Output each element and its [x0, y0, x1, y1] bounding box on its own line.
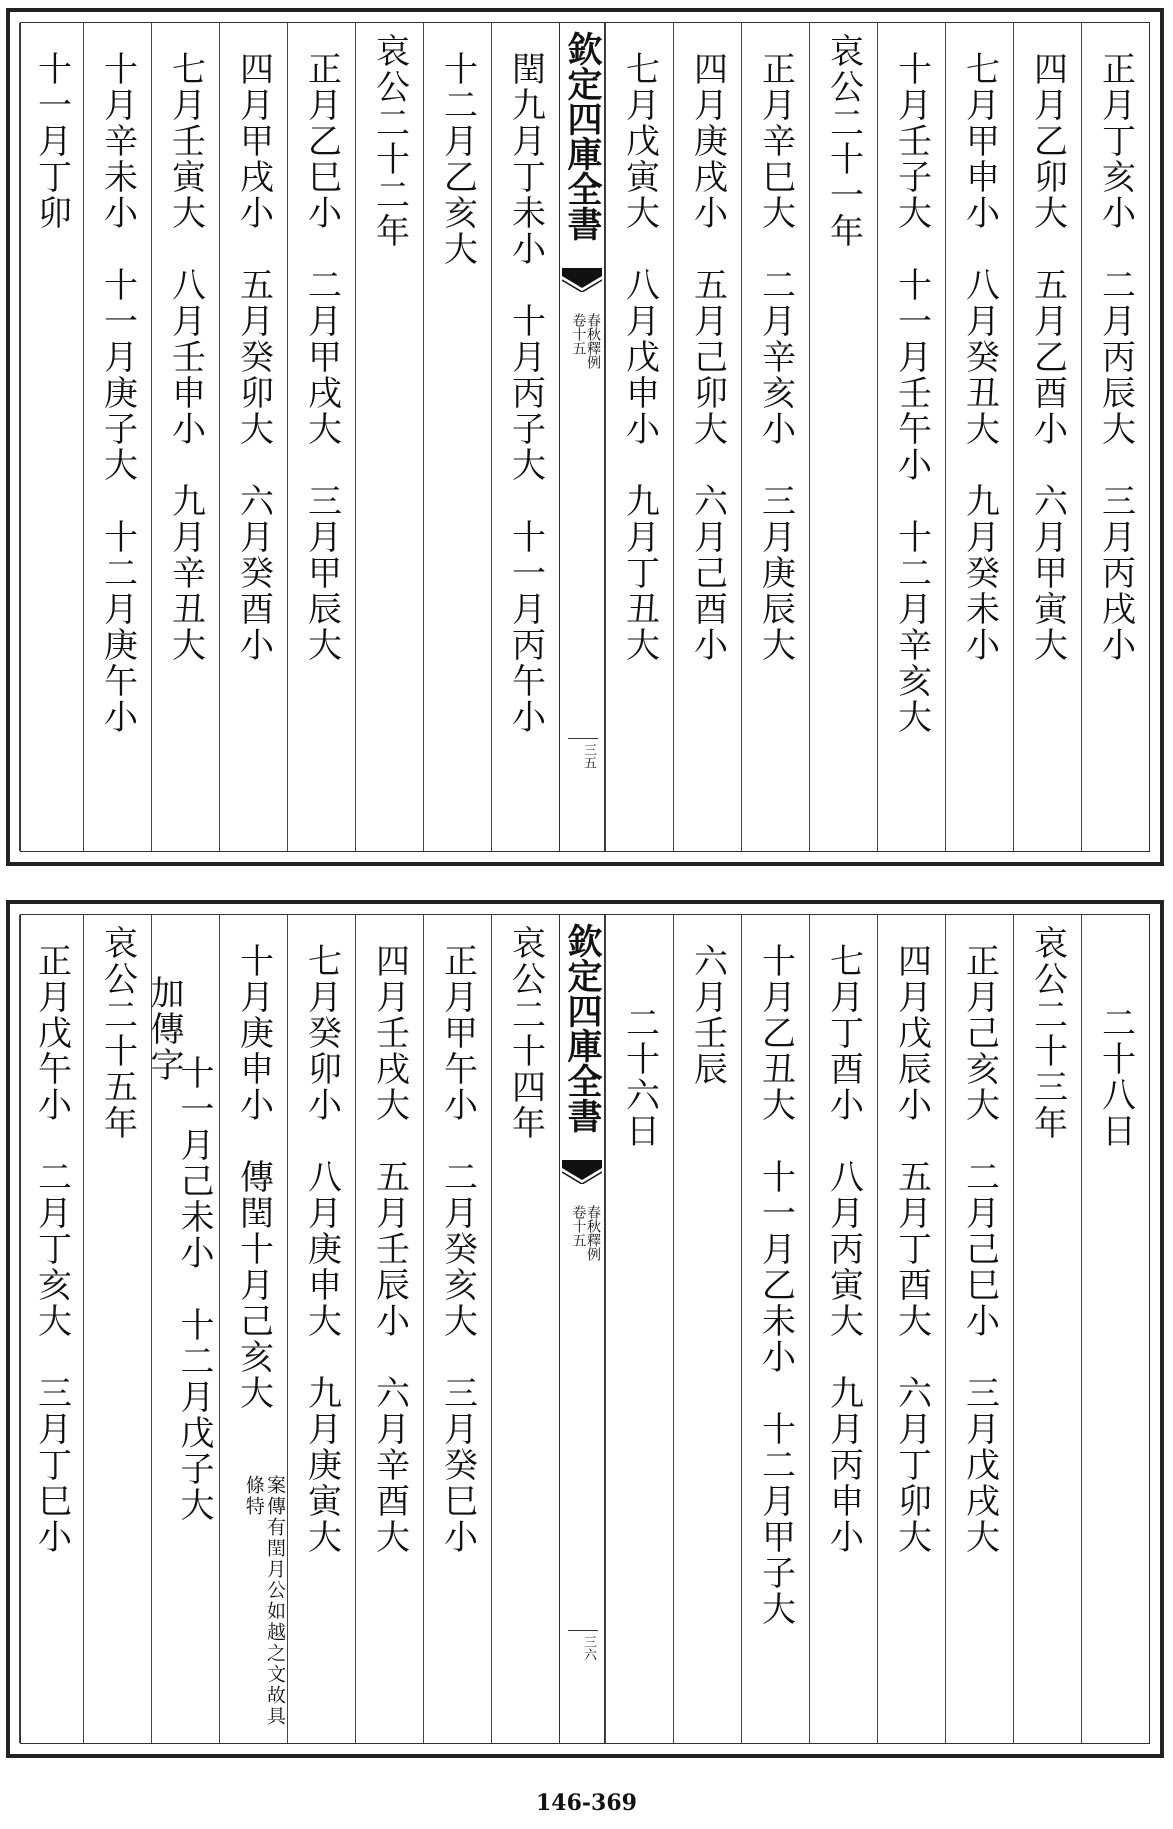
column-text: 正月乙巳小 二月甲戌大 三月甲辰大: [301, 51, 342, 663]
text-column: [19, 23, 83, 851]
column-text: 十月辛未小 十一月庚子大 十二月庚午小: [97, 51, 138, 735]
volume-label: 春秋釋例 卷十五: [570, 313, 601, 369]
column-text: 哀公二十四年: [505, 925, 546, 1141]
column-text: 十二月乙亥大: [437, 51, 478, 267]
column-text: 七月丁酉小 八月丙寅大 九月丙申小: [823, 943, 864, 1555]
text-column: [809, 23, 877, 851]
column-text: 二十六日: [619, 1005, 660, 1149]
text-column: [1081, 23, 1149, 851]
column-text: 哀公二十二年: [369, 33, 410, 249]
column-text: 四月庚戌小 五月己卯大 六月己酉小: [687, 51, 728, 663]
text-column: [287, 915, 355, 1743]
column-text: 四月壬戌大 五月壬辰小 六月辛酉大: [369, 943, 410, 1555]
column-text: 十月庚申小 傳閏十月己亥大: [233, 943, 274, 1411]
book-title: 欽定四庫全書: [562, 923, 603, 1133]
text-column: [673, 915, 741, 1743]
bottom-page-frame: [20, 914, 1150, 1744]
column-text: 哀公二十三年: [1027, 925, 1068, 1141]
column-text: 七月癸卯小 八月庚申大 九月庚寅大: [301, 943, 342, 1555]
text-column: [144, 915, 219, 1743]
text-column: [83, 23, 151, 851]
top-page-frame: [20, 22, 1150, 852]
fishtail-mark-icon: [562, 1160, 602, 1184]
column-text: 正月戊午小 二月丁亥大 三月丁巳小: [31, 943, 72, 1555]
spine: [559, 23, 605, 851]
text-column: [491, 915, 559, 1743]
column-text: 正月己亥大 二月己巳小 三月戊戌大: [959, 943, 1000, 1555]
text-column: [423, 915, 491, 1743]
page-footer: 146-369: [536, 1790, 637, 1816]
text-column: [151, 23, 219, 851]
text-column: [355, 915, 423, 1743]
column-text: 閏九月丁未小 十月丙子大 十一月丙午小: [505, 51, 546, 735]
column-text: 四月乙卯大 五月乙酉小 六月甲寅大: [1027, 51, 1068, 663]
text-column: [19, 915, 83, 1743]
column-text: 正月辛巳大 二月辛亥小 三月庚辰大: [755, 51, 796, 663]
column-text: 十一月己未小 十二月戊子大: [174, 1055, 214, 1523]
commentary-note: 案傳有閏月公如越之文故具條特: [242, 1475, 286, 1727]
text-column: [741, 915, 809, 1743]
column-text: 二十八日: [1095, 1005, 1136, 1149]
column-text: 六月壬辰: [687, 943, 728, 1087]
text-column: [491, 23, 559, 851]
text-column: [83, 915, 151, 1743]
column-text: 十月乙丑大 十一月乙未小 十二月甲子大: [755, 943, 796, 1627]
commentary-note: 加傳字: [144, 975, 184, 1083]
text-column: [877, 915, 945, 1743]
text-column: [423, 23, 491, 851]
book-title: 欽定四庫全書: [562, 31, 603, 241]
text-column: [1081, 915, 1149, 1743]
text-column: [219, 915, 287, 1743]
text-column: [605, 23, 673, 851]
leaf-number: 三五: [568, 738, 598, 769]
fishtail-mark-icon: [562, 268, 602, 292]
column-text: 七月壬寅大 八月壬申小 九月辛丑大: [165, 51, 206, 663]
bottom-page: [6, 900, 1164, 1758]
column-text: 十一月丁卯: [31, 51, 72, 231]
volume-label: 春秋釋例 卷十五: [570, 1205, 601, 1261]
top-page: [6, 8, 1164, 866]
text-column: [945, 23, 1013, 851]
text-column: [673, 23, 741, 851]
column-text: 十月壬子大 十一月壬午小 十二月辛亥大: [891, 51, 932, 735]
column-text: 七月戊寅大 八月戊申小 九月丁丑大: [619, 51, 660, 663]
column-text: 四月戊辰小 五月丁酉大 六月丁卯大: [891, 943, 932, 1555]
column-text: 哀公二十五年: [97, 925, 138, 1141]
text-column: [1013, 23, 1081, 851]
text-column: [355, 23, 423, 851]
text-column: [741, 23, 809, 851]
spine: [559, 915, 605, 1743]
text-column: [287, 23, 355, 851]
column-text: 哀公二十一年: [823, 33, 864, 249]
column-text: 正月丁亥小 二月丙辰大 三月丙戌小: [1095, 51, 1136, 663]
column-text: 七月甲申小 八月癸丑大 九月癸未小: [959, 51, 1000, 663]
text-column: [809, 915, 877, 1743]
column-text: 正月甲午小 二月癸亥大 三月癸巳小: [437, 943, 478, 1555]
text-column: [877, 23, 945, 851]
text-column: [1013, 915, 1081, 1743]
leaf-number: 三六: [568, 1630, 598, 1661]
text-column: [605, 915, 673, 1743]
text-column: [219, 23, 287, 851]
column-text: 四月甲戌小 五月癸卯大 六月癸酉小: [233, 51, 274, 663]
text-column: [945, 915, 1013, 1743]
